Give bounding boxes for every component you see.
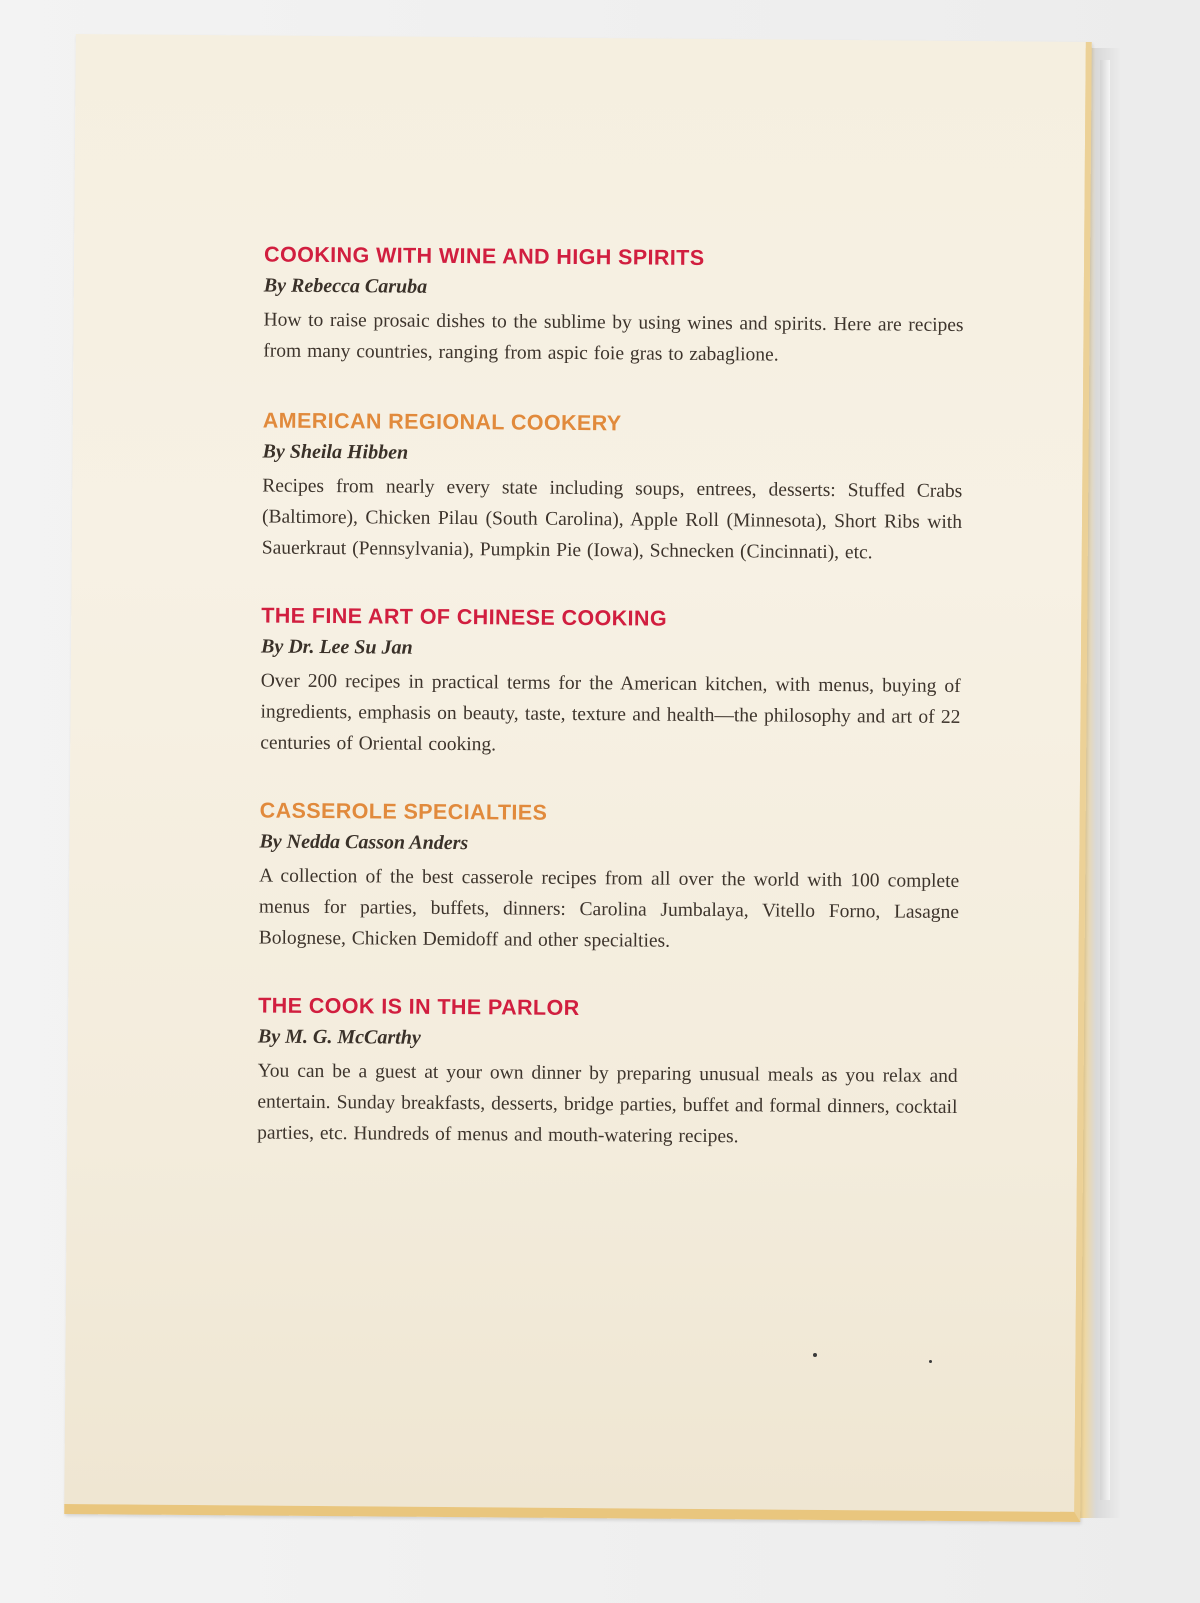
book-entry <box>257 991 958 1153</box>
book-entry <box>259 797 960 959</box>
book-title: THE COOK IS IN THE PARLOR <box>258 993 580 1021</box>
dust-speck <box>929 1360 932 1363</box>
book-author: By Nedda Casson Anders <box>259 830 469 855</box>
dust-jacket-back-cover <box>64 34 1092 1522</box>
book-entry <box>260 602 961 764</box>
book-description: You can be a guest at your own dinner by preparing unusual meals as you relax and entertain. Sunday breakfasts, desserts, bridge parties, buffet and formal dinners, cocktail parties, etc. Hundreds of menus and mouth-watering recipes. <box>257 1060 958 1148</box>
book-title: CASSEROLE SPECIALTIES <box>259 798 548 825</box>
book-description: Recipes from nearly every state including soups, entrees, desserts: Stuffed Crabs (Baltimore), Chicken Pilau (South Carolina), Apple Roll (Minnesota), Short Ribs with Sauerkraut (Pennsylvania), Pumpkin Pie (Iowa), Schnecken (Cincinnati), etc. <box>261 475 963 564</box>
book-title: COOKING WITH WINE AND HIGH SPIRITS <box>264 242 705 270</box>
book-entry <box>263 241 964 372</box>
book-author: By M. G. McCarthy <box>257 1025 421 1049</box>
book-title: THE FINE ART OF CHINESE COOKING <box>261 603 668 631</box>
book-entry <box>262 407 963 569</box>
book-author: By Rebecca Caruba <box>263 274 428 298</box>
book-description: A collection of the best casserole recipes from all over the world with 100 complete menus for parties, buffets, dinners: Carolina Jumbalaya, Vitello Forno, Lasagne Bolognese, Chicken Demidoff and other specialties. <box>258 865 960 952</box>
book-author: By Sheila Hibben <box>262 440 409 464</box>
book-description: How to raise prosaic dishes to the sublime by using wines and spirits. Here are recipes from many countries, ranging from aspic foie gras to zabaglione. <box>263 309 964 366</box>
book-author: By Dr. Lee Su Jan <box>260 635 413 659</box>
book-spine-edge <box>1100 60 1110 1500</box>
book-title: AMERICAN REGIONAL COOKERY <box>262 408 622 436</box>
book-description: Over 200 recipes in practical terms for the American kitchen, with menus, buying of ingredients, emphasis on beauty, taste, texture and health—the philosophy and art of 22 centuries of Oriental cooking. <box>260 670 961 756</box>
dust-speck <box>813 1353 817 1357</box>
book-list <box>257 241 964 1154</box>
